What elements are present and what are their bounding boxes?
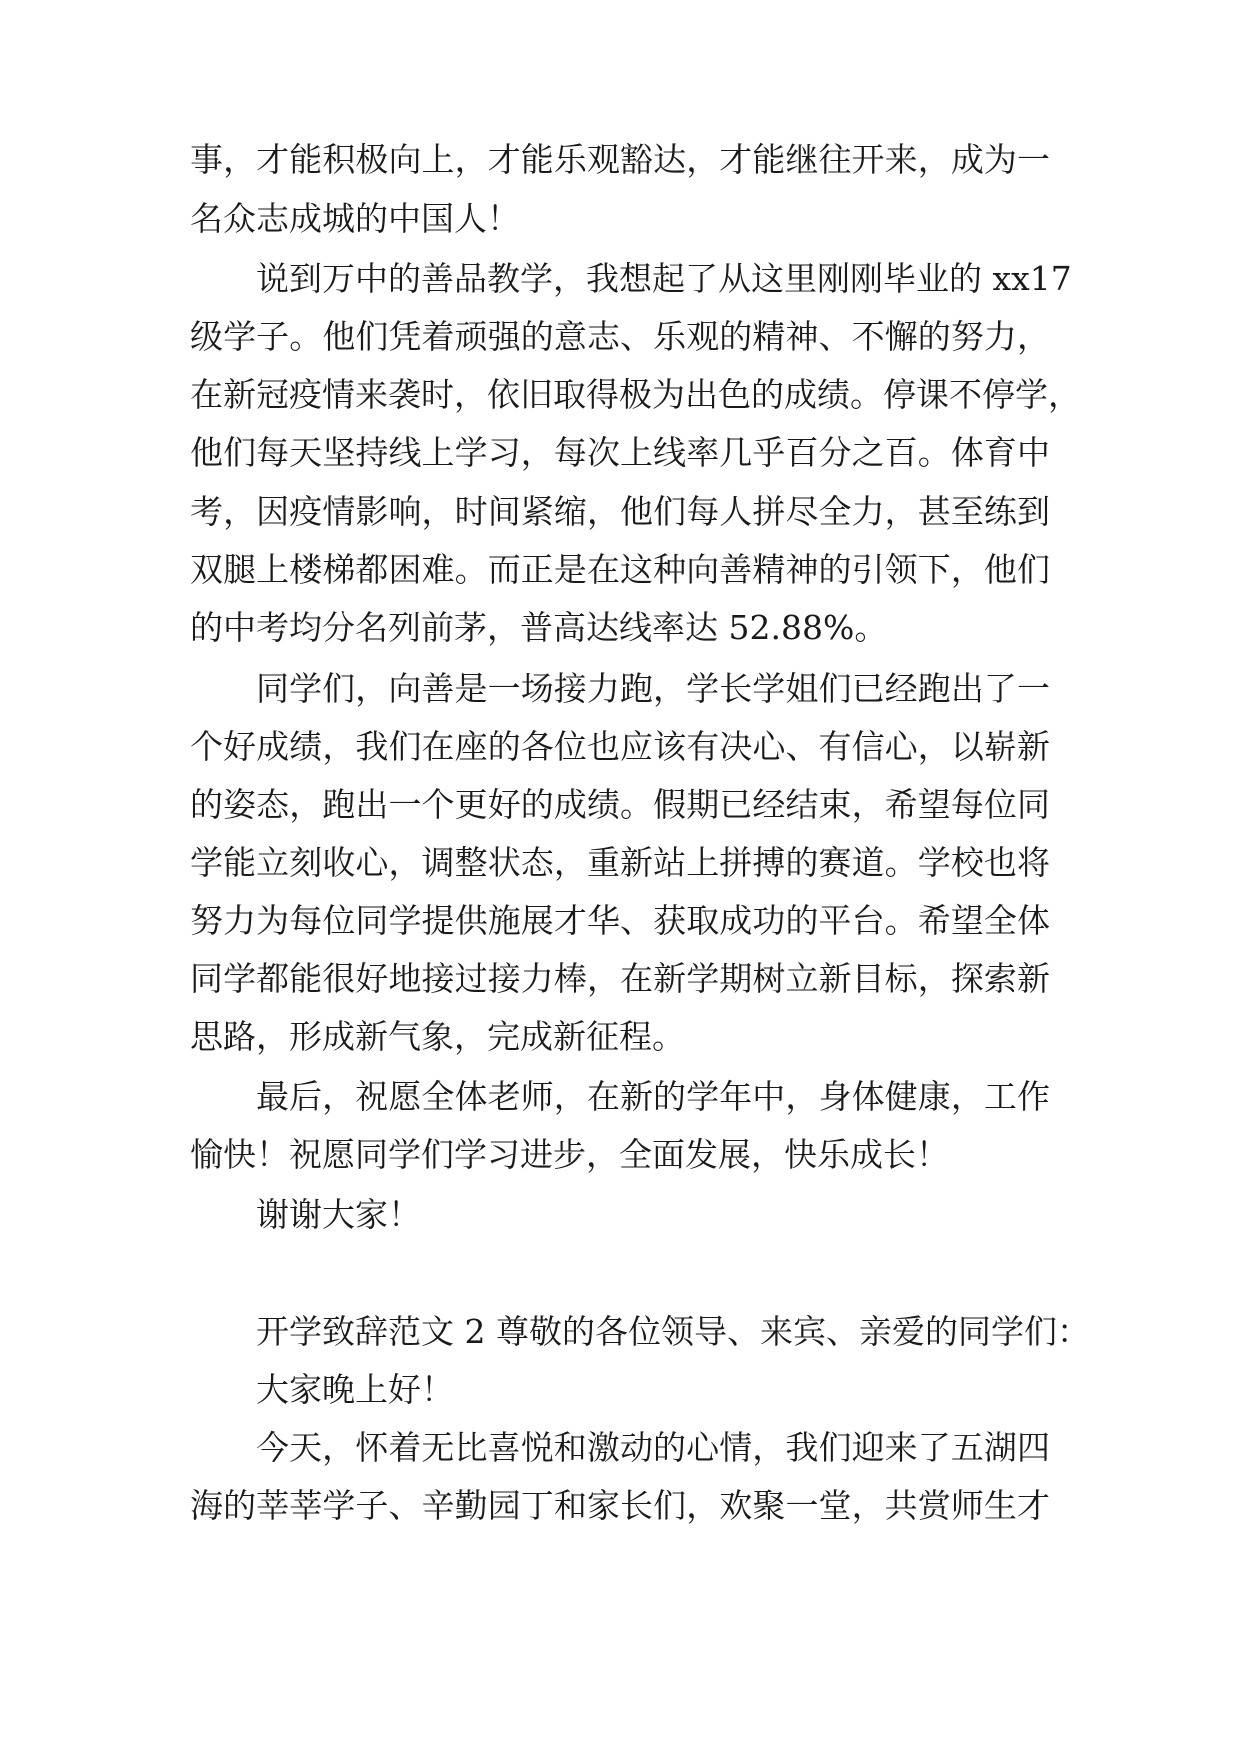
- paragraph-line: 的姿态，跑出一个更好的成绩。假期已经结束，希望每位同: [190, 785, 1050, 824]
- paragraph-line: 的中考均分名列前茅，普高达线率达 52.88%。: [190, 608, 888, 647]
- paragraph-line: 大家晚上好！: [256, 1370, 454, 1409]
- paragraph-line: 双腿上楼梯都困难。而正是在这种向善精神的引领下，他们: [190, 550, 1050, 589]
- paragraph-line: 谢谢大家！: [256, 1195, 421, 1234]
- paragraph-line: 同学都能很好地接过接力棒，在新学期树立新目标，探索新: [190, 959, 1050, 998]
- paragraph-line: 事，才能积极向上，才能乐观豁达，才能继往开来，成为一: [190, 140, 1050, 179]
- paragraph-line: 名众志成城的中国人！: [190, 199, 520, 238]
- paragraph-line: 海的莘莘学子、辛勤园丁和家长们，欢聚一堂，共赏师生才: [190, 1486, 1050, 1525]
- paragraph-line: 级学子。他们凭着顽强的意志、乐观的精神、不懈的努力，: [190, 317, 1050, 356]
- paragraph-line: 愉快！祝愿同学们学习进步，全面发展，快乐成长！: [190, 1135, 949, 1174]
- paragraph-line: 考，因疫情影响，时间紧缩，他们每人拼尽全力，甚至练到: [190, 492, 1050, 531]
- paragraph-line: 同学们，向善是一场接力跑，学长学姐们已经跑出了一: [256, 669, 1050, 708]
- paragraph-line: 在新冠疫情来袭时，依旧取得极为出色的成绩。停课不停学，: [190, 375, 1081, 414]
- paragraph-line: 学能立刻收心，调整状态，重新站上拼搏的赛道。学校也将: [190, 843, 1050, 882]
- paragraph-line: 努力为每位同学提供施展才华、获取成功的平台。希望全体: [190, 901, 1050, 940]
- paragraph-line: 个好成绩，我们在座的各位也应该有决心、有信心，以崭新: [190, 727, 1050, 766]
- paragraph-line: 最后，祝愿全体老师，在新的学年中，身体健康，工作: [256, 1077, 1050, 1116]
- paragraph-line: 思路，形成新气象，完成新征程。: [190, 1017, 685, 1056]
- paragraph-line: 开学致辞范文 2 尊敬的各位领导、来宾、亲爱的同学们：: [256, 1312, 1090, 1351]
- paragraph-line: 今天，怀着无比喜悦和激动的心情，我们迎来了五湖四: [256, 1428, 1050, 1467]
- paragraph-line: 说到万中的善品教学，我想起了从这里刚刚毕业的 xx17: [256, 259, 1072, 298]
- paragraph-line: 他们每天坚持线上学习，每次上线率几乎百分之百。体育中: [190, 433, 1050, 472]
